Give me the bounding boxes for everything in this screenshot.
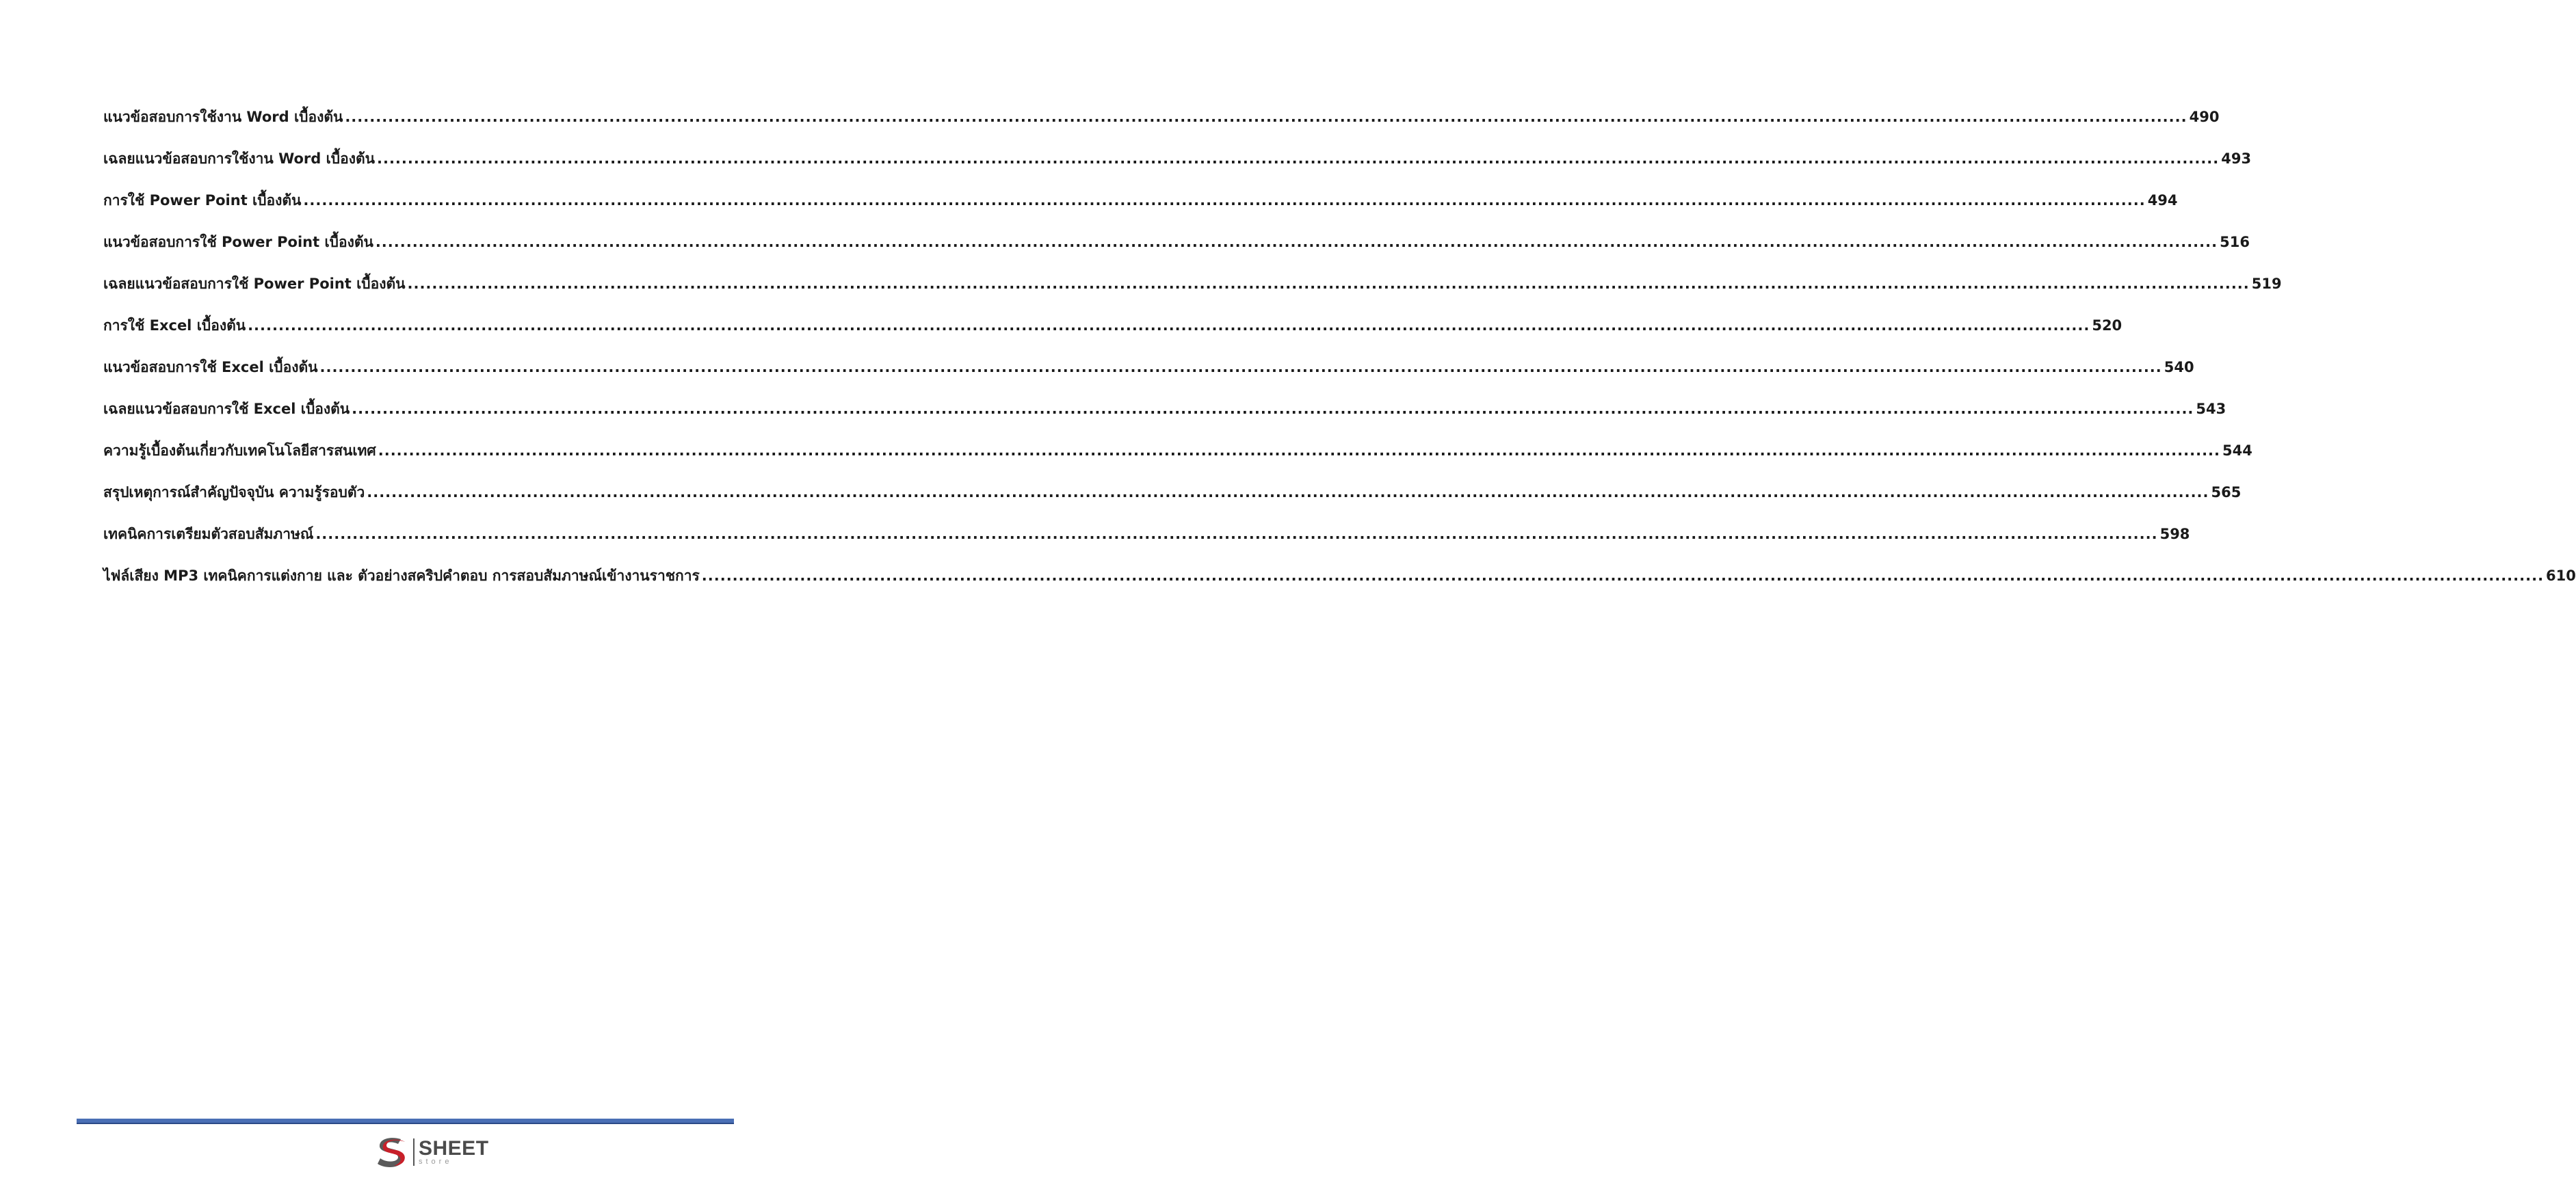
- toc-entry-title: เฉลยแนวข้อสอบการใช้ Power Point เบื้องต้น: [103, 276, 406, 292]
- toc-entry-page: 494: [2147, 192, 2178, 209]
- sheet-store-logo: [373, 1135, 490, 1169]
- toc-leader-dots: ............................................................................................................................................................................................................................................................................................................: [319, 359, 2162, 375]
- toc-entry-title: สรุปเหตุการณ์สำคัญปัจจุบัน ความรู้รอบตัว: [103, 484, 365, 501]
- toc-entry-page: 598: [2159, 526, 2190, 542]
- toc-entry-page: 540: [2164, 359, 2194, 375]
- toc-leader-dots: ............................................................................................................................................................................................................................................................................................................: [315, 526, 2158, 542]
- toc-entry[interactable]: [103, 144, 2252, 186]
- toc-entry-page: 610: [2546, 568, 2576, 584]
- toc-entry-page: 565: [2211, 484, 2242, 501]
- toc-entry-title: เทคนิคการเตรียมตัวสอบสัมภาษณ์: [103, 526, 314, 542]
- toc-entry-title: แนวข้อสอบการใช้ Excel เบื้องต้น: [103, 359, 318, 375]
- toc-entry-title: การใช้ Excel เบื้องต้น: [103, 317, 246, 334]
- toc-leader-dots: ............................................................................................................................................................................................................................................................................................................: [248, 317, 2090, 334]
- toc-leader-dots: ............................................................................................................................................................................................................................................................................................................: [701, 568, 2545, 584]
- toc-leader-dots: ............................................................................................................................................................................................................................................................................................................: [367, 484, 2209, 501]
- logo-wordmark: [419, 1138, 489, 1166]
- toc-leader-dots: ............................................................................................................................................................................................................................................................................................................: [345, 109, 2187, 125]
- toc-entry-title: เฉลยแนวข้อสอบการใช้ Excel เบื้องต้น: [103, 401, 350, 417]
- toc-entry-page: 544: [2222, 442, 2252, 459]
- sheet-store-s-icon: [373, 1135, 410, 1169]
- toc-entry[interactable]: [103, 478, 2242, 520]
- toc-entry-title: เฉลยแนวข้อสอบการใช้งาน Word เบื้องต้น: [103, 150, 375, 167]
- toc-entry[interactable]: [103, 103, 2220, 144]
- toc-entry[interactable]: [103, 395, 2226, 436]
- toc-leader-dots: ............................................................................................................................................................................................................................................................................................................: [378, 442, 2220, 459]
- logo-word: SHEET: [419, 1137, 489, 1160]
- toc-leader-dots: ............................................................................................................................................................................................................................................................................................................: [375, 234, 2218, 250]
- logo-subword: store: [419, 1158, 453, 1166]
- toc-entry[interactable]: [103, 228, 2250, 269]
- toc-entry-page: 516: [2220, 234, 2250, 250]
- toc-leader-dots: ............................................................................................................................................................................................................................................................................................................: [407, 276, 2250, 292]
- toc-entry[interactable]: [103, 311, 2122, 353]
- toc-entry-page: 520: [2092, 317, 2122, 334]
- toc-entry[interactable]: [103, 353, 2194, 395]
- toc-entry-page: 493: [2221, 150, 2252, 167]
- toc-entry[interactable]: [103, 520, 2190, 561]
- toc-entry[interactable]: [103, 561, 2576, 603]
- footer-divider: [77, 1119, 734, 1124]
- toc-entry-title: ไฟล์เสียง MP3 เทคนิคการแต่งกาย และ ตัวอย่างสคริปคำตอบ การสอบสัมภาษณ์เข้างานราชการ: [103, 568, 700, 584]
- toc-entry-page: 543: [2196, 401, 2226, 417]
- toc-entry-title: การใช้ Power Point เบื้องต้น: [103, 192, 302, 209]
- logo-separator: [413, 1138, 415, 1166]
- toc-entry-title: ความรู้เบื้องต้นเกี่ยวกับเทคโนโลยีสารสนเทศ: [103, 442, 376, 459]
- toc-entry[interactable]: [103, 186, 2178, 228]
- toc-entry-title: แนวข้อสอบการใช้งาน Word เบื้องต้น: [103, 109, 343, 125]
- toc-entry-title: แนวข้อสอบการใช้ Power Point เบื้องต้น: [103, 234, 373, 250]
- toc-entry-page: 490: [2189, 109, 2220, 125]
- toc-leader-dots: ............................................................................................................................................................................................................................................................................................................: [352, 401, 2194, 417]
- toc-entry[interactable]: [103, 436, 2252, 478]
- toc-leader-dots: ............................................................................................................................................................................................................................................................................................................: [376, 150, 2220, 167]
- toc-entry[interactable]: [103, 269, 2282, 311]
- toc-entry-page: 519: [2251, 276, 2282, 292]
- toc-leader-dots: ............................................................................................................................................................................................................................................................................................................: [303, 192, 2146, 209]
- table-of-contents: [103, 103, 2576, 603]
